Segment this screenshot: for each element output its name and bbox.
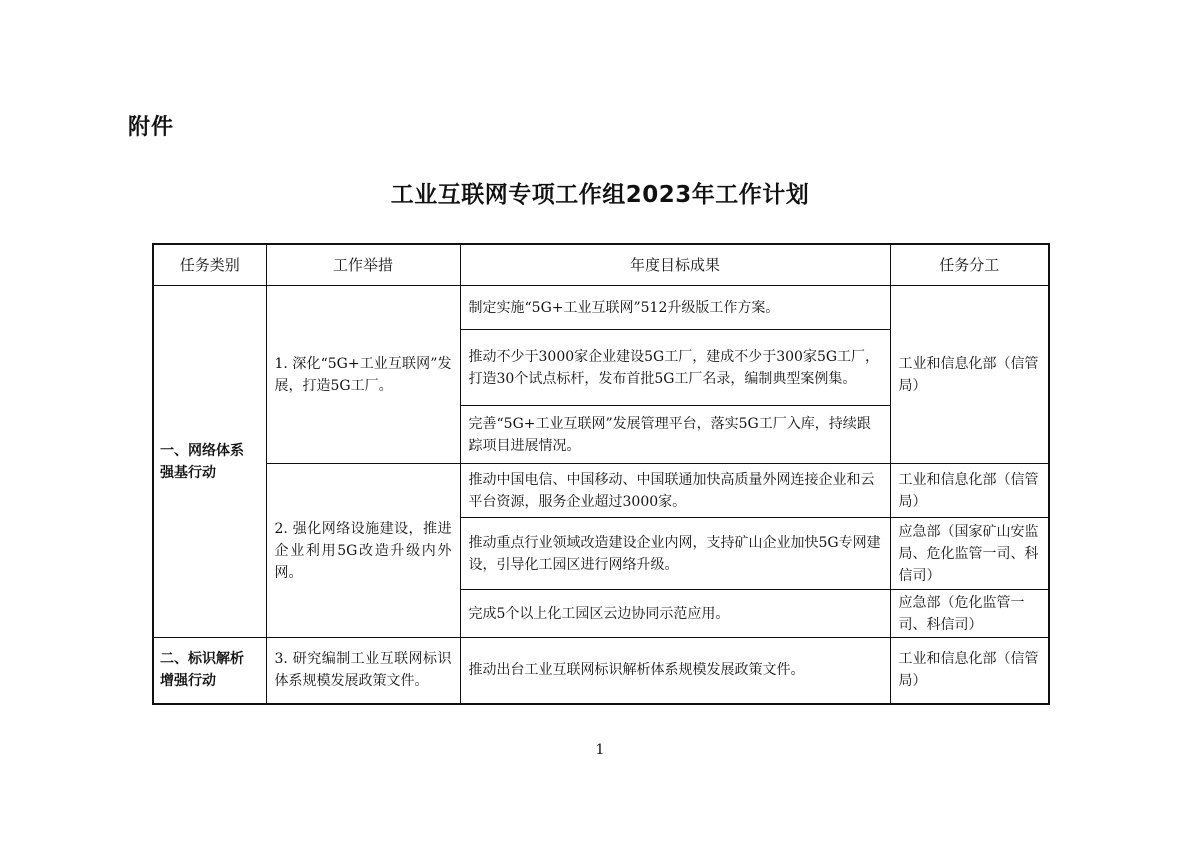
owner-cell: 应急部（国家矿山安监局、危化监管一司、科信司） bbox=[890, 518, 1049, 590]
goal-cell: 制定实施“5G+工业互联网”512升级版工作方案。 bbox=[460, 286, 890, 330]
table-row bbox=[153, 286, 1049, 330]
category-cell: 二、标识解析增强行动 bbox=[153, 638, 266, 704]
column-header-measure: 工作举措 bbox=[266, 244, 460, 286]
owner-cell: 应急部（危化监管一司、科信司） bbox=[890, 590, 1049, 638]
category-cell: 一、网络体系强基行动 bbox=[153, 286, 266, 638]
column-header-owner: 任务分工 bbox=[890, 244, 1049, 286]
goal-cell: 推动重点行业领域改造建设企业内网，支持矿山企业加快5G专网建设，引导化工园区进行网络升级。 bbox=[460, 518, 890, 590]
table-row bbox=[153, 638, 1049, 704]
table-row bbox=[153, 464, 1049, 518]
measure-cell: 3. 研究编制工业互联网标识体系规模发展政策文件。 bbox=[266, 638, 460, 704]
goal-cell: 推动出台工业互联网标识解析体系规模发展政策文件。 bbox=[460, 638, 890, 704]
work-plan-table bbox=[152, 243, 1050, 705]
owner-cell: 工业和信息化部（信管局） bbox=[890, 464, 1049, 518]
column-header-category: 任务类别 bbox=[153, 244, 266, 286]
goal-cell: 推动中国电信、中国移动、中国联通加快高质量外网连接企业和云平台资源，服务企业超过3000家。 bbox=[460, 464, 890, 518]
owner-cell: 工业和信息化部（信管局） bbox=[890, 638, 1049, 704]
document-title: 工业互联网专项工作组2023年工作计划 bbox=[390, 182, 810, 208]
measure-cell: 1. 深化“5G+工业互联网”发展，打造5G工厂。 bbox=[266, 286, 460, 464]
owner-cell: 工业和信息化部（信管局） bbox=[890, 286, 1049, 464]
attachment-label: 附件 bbox=[128, 115, 175, 140]
page-number: 1 bbox=[595, 742, 605, 758]
measure-cell: 2. 强化网络设施建设，推进企业利用5G改造升级内外网。 bbox=[266, 464, 460, 638]
column-header-goal: 年度目标成果 bbox=[460, 244, 890, 286]
goal-cell: 完善“5G+工业互联网”发展管理平台，落实5G工厂入库，持续跟踪项目进展情况。 bbox=[460, 406, 890, 464]
table-header-row bbox=[153, 244, 1049, 286]
goal-cell: 推动不少于3000家企业建设5G工厂，建成不少于300家5G工厂，打造30个试点标杆，发布首批5G工厂名录，编制典型案例集。 bbox=[460, 330, 890, 406]
goal-cell: 完成5个以上化工园区云边协同示范应用。 bbox=[460, 590, 890, 638]
